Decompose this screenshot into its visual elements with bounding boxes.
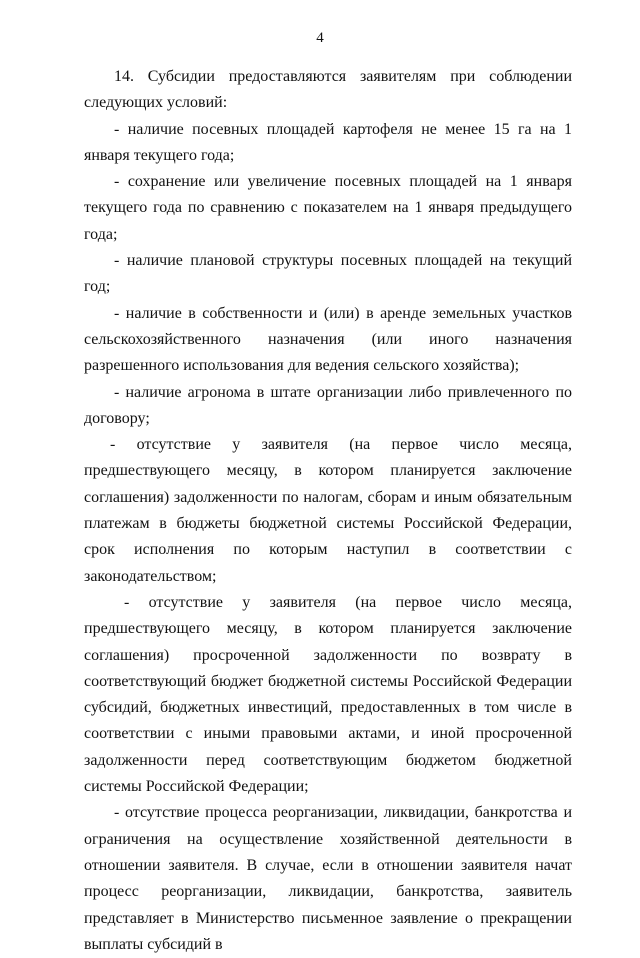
paragraph-tax-debt: - отсутствие у заявителя (на первое число месяца, предшествующего месяцу, в котором планируется заключение соглашения) задолженности по налогам, сборам и иным обязательным платежам в бюджеты бюджетной системы Российской Федерации, срок исполнения по которым наступил в соответствии с законодательством; bbox=[84, 436, 572, 585]
page-number: 4 bbox=[316, 30, 324, 46]
paragraph-potato-area: - наличие посевных площадей картофеля не менее 15 га на 1 января текущего года; bbox=[84, 120, 572, 164]
paragraph-agronomist: - наличие агронома в штате организации либо привлеченного по договору; bbox=[84, 383, 572, 427]
paragraph-area-preservation: - сохранение или увеличение посевных площадей на 1 января текущего года по сравнению с показателем на 1 января предыдущего года; bbox=[84, 173, 572, 243]
paragraph-land-ownership: - наличие в собственности и (или) в аренде земельных участков сельскохозяйственного назначения (или иного назначения разрешенного использования для ведения сельского хозяйства); bbox=[84, 304, 572, 375]
paragraph-reorganization: - отсутствие процесса реорганизации, ликвидации, банкротства и ограничения на осуществление хозяйственной деятельности в отношении заявителя. В случае, если в отношении заявителя начат процесс реорганизации, ликвидации, банкротства, заявитель представляет в Министерство письменное заявление о прекращении выплаты субсидий в bbox=[84, 804, 572, 953]
paragraph-14-conditions: 14. Субсидии предоставляются заявителям при соблюдении следующих условий: bbox=[84, 68, 572, 112]
paragraph-planned-structure: - наличие плановой структуры посевных площадей на текущий год; bbox=[84, 252, 572, 296]
document-body bbox=[84, 64, 572, 958]
paragraph-overdue-debt: - отсутствие у заявителя (на первое число месяца, предшествующего месяцу, в котором планируется заключение соглашения) просроченной задолженности по возврату в соответствующий бюджет бюджетной системы Российской Федерации субсидий, бюджетных инвестиций, предоставленных в том числе в соответствии с иными правовыми актами, и иной просроченной задолженности перед соответствующим бюджетом бюджетной системы Российской Федерации; bbox=[84, 593, 572, 796]
